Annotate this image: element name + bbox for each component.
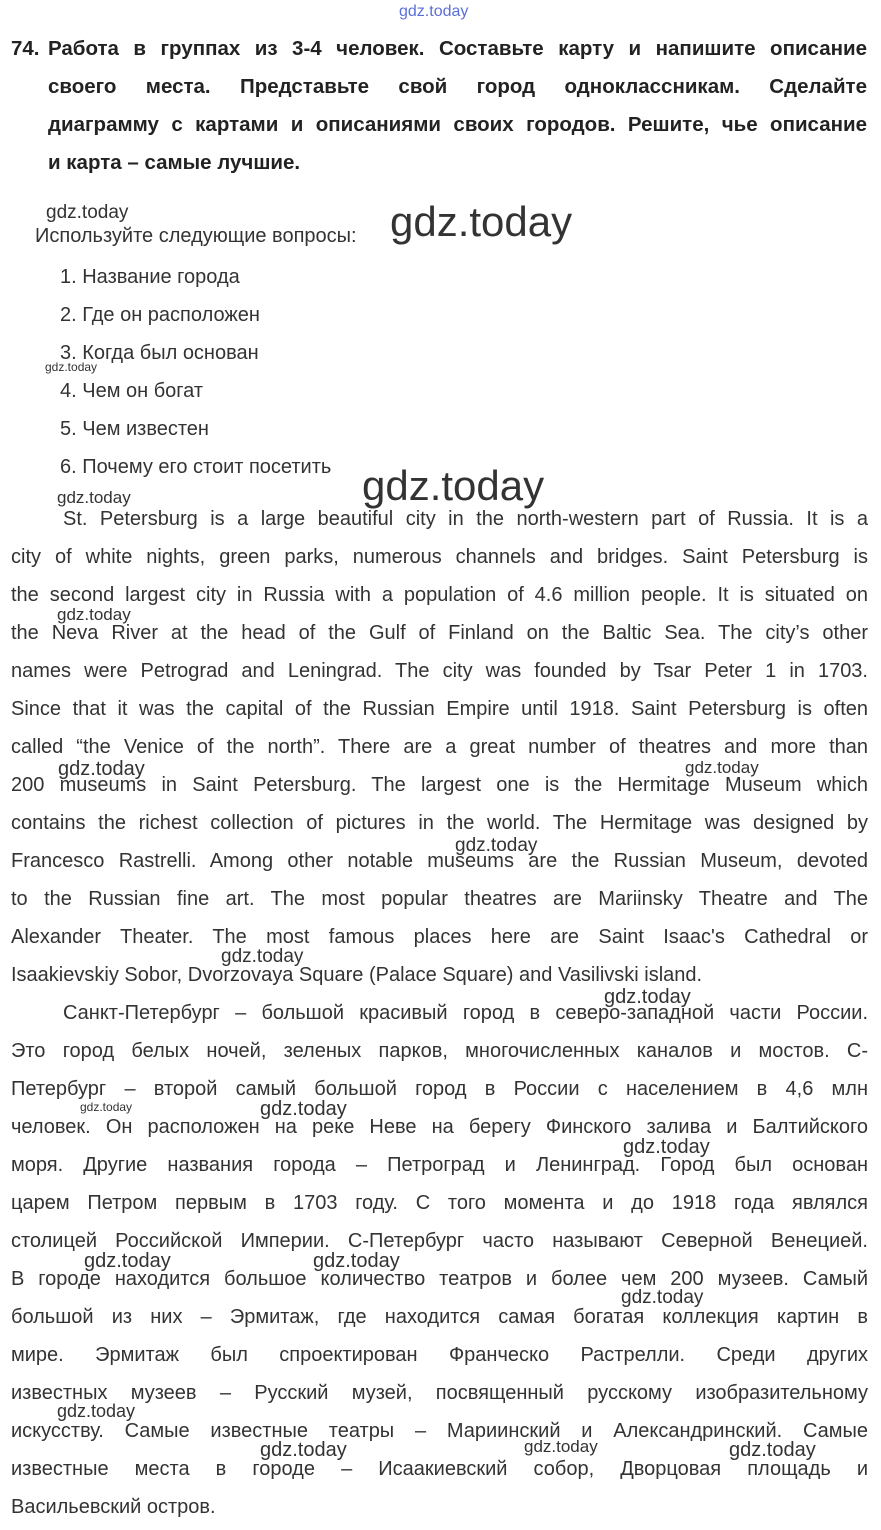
english-line: Alexander Theater. The most famous places here are Saint Isaac's Cathedral or [11,926,868,948]
watermark: gdz.today [58,758,145,780]
watermark: gdz.today [623,1136,710,1158]
watermark: gdz.today [390,198,573,245]
question-item: 5. Чем известен [60,418,209,440]
task-line [11,30,867,68]
russian-line: моря. Другие названия города – Петроград и Ленинград. Город был основан [11,1154,868,1176]
watermark: gdz.today [84,1250,171,1272]
russian-line: Санкт-Петербург – большой красивый город в северо-западной части России. [63,1002,868,1024]
russian-line: известных музеев – Русский музей, посвященный русскому изобразительному [11,1382,868,1404]
english-line: names were Petrograd and Leningrad. The city was founded by Tsar Peter 1 in 1703. [11,660,868,682]
watermark: gdz.today [524,1437,598,1456]
english-line: to the Russian fine art. The most popular theatres are Mariinsky Theatre and The [11,888,868,910]
english-line: the second largest city in Russia with a population of 4.6 million people. It is situated on [11,584,868,606]
questions-list [60,258,331,486]
question-item: 1. Название города [60,266,240,288]
question-item: 2. Где он расположен [60,304,260,326]
russian-line: Васильевский остров. [11,1496,216,1518]
english-line: Since that it was the capital of the Russian Empire until 1918. Saint Petersburg is often [11,698,868,720]
russian-line: Петербург – второй самый большой город в России с населением в 4,6 млн [11,1078,868,1100]
question-item: 6. Почему его стоит посетить [60,456,332,478]
watermark: gdz.today [455,835,538,856]
watermark: gdz.today [313,1250,400,1272]
english-line: St. Petersburg is a large beautiful city in the north-western part of Russia. It is a [63,508,868,530]
watermark: gdz.today [729,1439,816,1461]
russian-line: царем Петром первым в 1703 году. С того момента и до 1918 года являлся [11,1192,868,1214]
english-line: contains the richest collection of pictures in the world. The Hermitage was designed by [11,812,868,834]
question-item: 3. Когда был основан [60,342,259,364]
watermark: gdz.today [362,462,545,509]
russian-line: мире. Эрмитаж был спроектирован Франческо Растрелли. Среди других [11,1344,868,1366]
watermark: gdz.today [57,1401,136,1421]
english-line: Isaakievskiy Sobor, Dvorzovaya Square (Palace Square) and Vasilivski island. [11,964,703,986]
russian-line: известные места в городе – Исаакиевский собор, Дворцовая площадь и [11,1458,868,1480]
watermark: gdz.today [221,946,304,967]
english-line: called “the Venice of the north”. There are a great number of theatres and more than [11,736,868,758]
russian-line: искусству. Самые известные театры – Мариинский и Александринский. Самые [11,1420,868,1442]
russian-line: В городе находится большое количество театров и более чем 200 музеев. Самый [11,1268,868,1290]
watermark: gdz.today [45,360,98,374]
russian-line: Это город белых ночей, зеленых парков, многочисленных каналов и мостов. С- [11,1040,868,1062]
task-number: 74. [11,37,40,60]
header-watermark: gdz.today [399,3,469,20]
task-line-text: своего места. Представьте свой город одноклассникам. Сделайте [48,75,867,98]
task-line-text: Работа в группах из 3-4 человек. Составьте карту и напишите описание [48,37,867,60]
watermark: gdz.today [260,1098,347,1120]
russian-line: человек. Он расположен на реке Неве на берегу Финского залива и Балтийского [11,1116,868,1138]
english-line: the Neva River at the head of the Gulf of Finland on the Baltic Sea. The city’s other [11,622,868,644]
watermark: gdz.today [260,1439,347,1461]
english-line: Francesco Rastrelli. Among other notable museums are the Russian Museum, devoted [11,850,868,872]
questions-prompt: Используйте следующие вопросы: [35,225,357,247]
english-line: city of white nights, green parks, numerous channels and bridges. Saint Petersburg is [11,546,868,568]
task-line-text: и карта – самые лучшие. [48,151,301,174]
russian-line: большой из них – Эрмитаж, где находится самая богатая коллекция картин в [11,1306,868,1328]
english-paragraph [11,500,868,994]
russian-line: столицей Российской Империи. С-Петербург часто называют Северной Венецией. [11,1230,868,1252]
watermark: gdz.today [685,758,759,777]
watermark: gdz.today [57,605,131,624]
task-line-text: диаграмму с картами и описаниями своих городов. Решите, чье описание [48,113,867,136]
watermark: gdz.today [604,986,691,1008]
watermark: gdz.today [621,1287,704,1308]
watermark: gdz.today [57,488,131,507]
task-heading [11,30,867,182]
question-item: 4. Чем он богат [60,380,203,402]
english-line: 200 museums in Saint Petersburg. The largest one is the Hermitage Museum which [11,774,868,796]
watermark: gdz.today [46,202,129,223]
watermark: gdz.today [80,1100,133,1114]
